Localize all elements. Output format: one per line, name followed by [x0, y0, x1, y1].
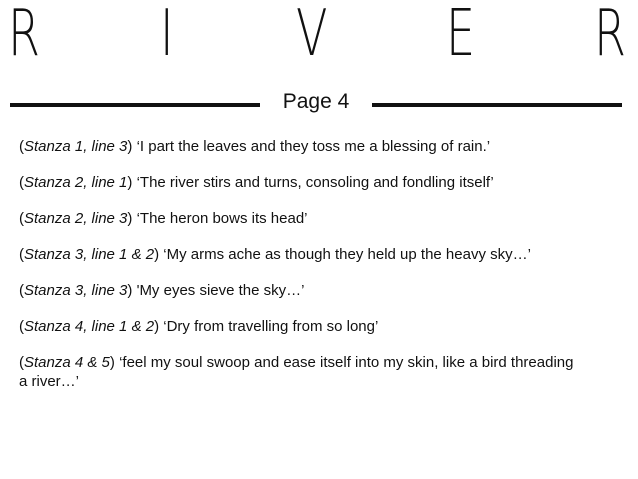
quote-text: ‘The river stirs and turns, consoling and fondling itself’ [136, 174, 494, 191]
left-divider [10, 103, 260, 107]
quote-item-7 [19, 353, 579, 391]
title-letter-r1: R [8, 0, 41, 71]
title-letter-e: E [446, 0, 476, 71]
stanza-reference: (Stanza 4, line 1 & 2) [19, 318, 160, 335]
quote-item-6 [19, 317, 619, 336]
title-banner [0, 0, 638, 80]
quote-text: 'My eyes sieve the sky…’ [136, 282, 305, 299]
quote-item-3 [19, 209, 619, 228]
page-label: Page 4 [282, 90, 350, 113]
stanza-reference: (Stanza 2, line 1) [19, 174, 133, 191]
stanza-reference: (Stanza 4 & 5) [19, 354, 115, 371]
title-letter-i: I [160, 0, 174, 71]
quote-text: ‘The heron bows its head’ [136, 210, 308, 227]
quote-item-4 [19, 245, 619, 264]
quote-list [19, 137, 619, 408]
stanza-reference: (Stanza 3, line 3) [19, 282, 133, 299]
page-header [0, 82, 638, 122]
quote-text: ‘Dry from travelling from so long’ [163, 318, 379, 335]
title-letter-v: V [296, 0, 328, 71]
title-letter-r2: R [594, 0, 627, 71]
right-divider [372, 103, 622, 107]
stanza-reference: (Stanza 2, line 3) [19, 210, 133, 227]
quote-text: ‘feel my soul swoop and ease itself into my skin, like a bird threading a river…’ [19, 354, 574, 390]
stanza-reference: (Stanza 3, line 1 & 2) [19, 246, 160, 263]
quote-item-5 [19, 281, 619, 300]
stanza-reference: (Stanza 1, line 3) [19, 138, 133, 155]
quote-item-1 [19, 137, 619, 156]
quote-text: ‘I part the leaves and they toss me a blessing of rain.’ [136, 138, 491, 155]
quote-item-2 [19, 173, 619, 192]
quote-text: ‘My arms ache as though they held up the heavy sky…’ [163, 246, 531, 263]
